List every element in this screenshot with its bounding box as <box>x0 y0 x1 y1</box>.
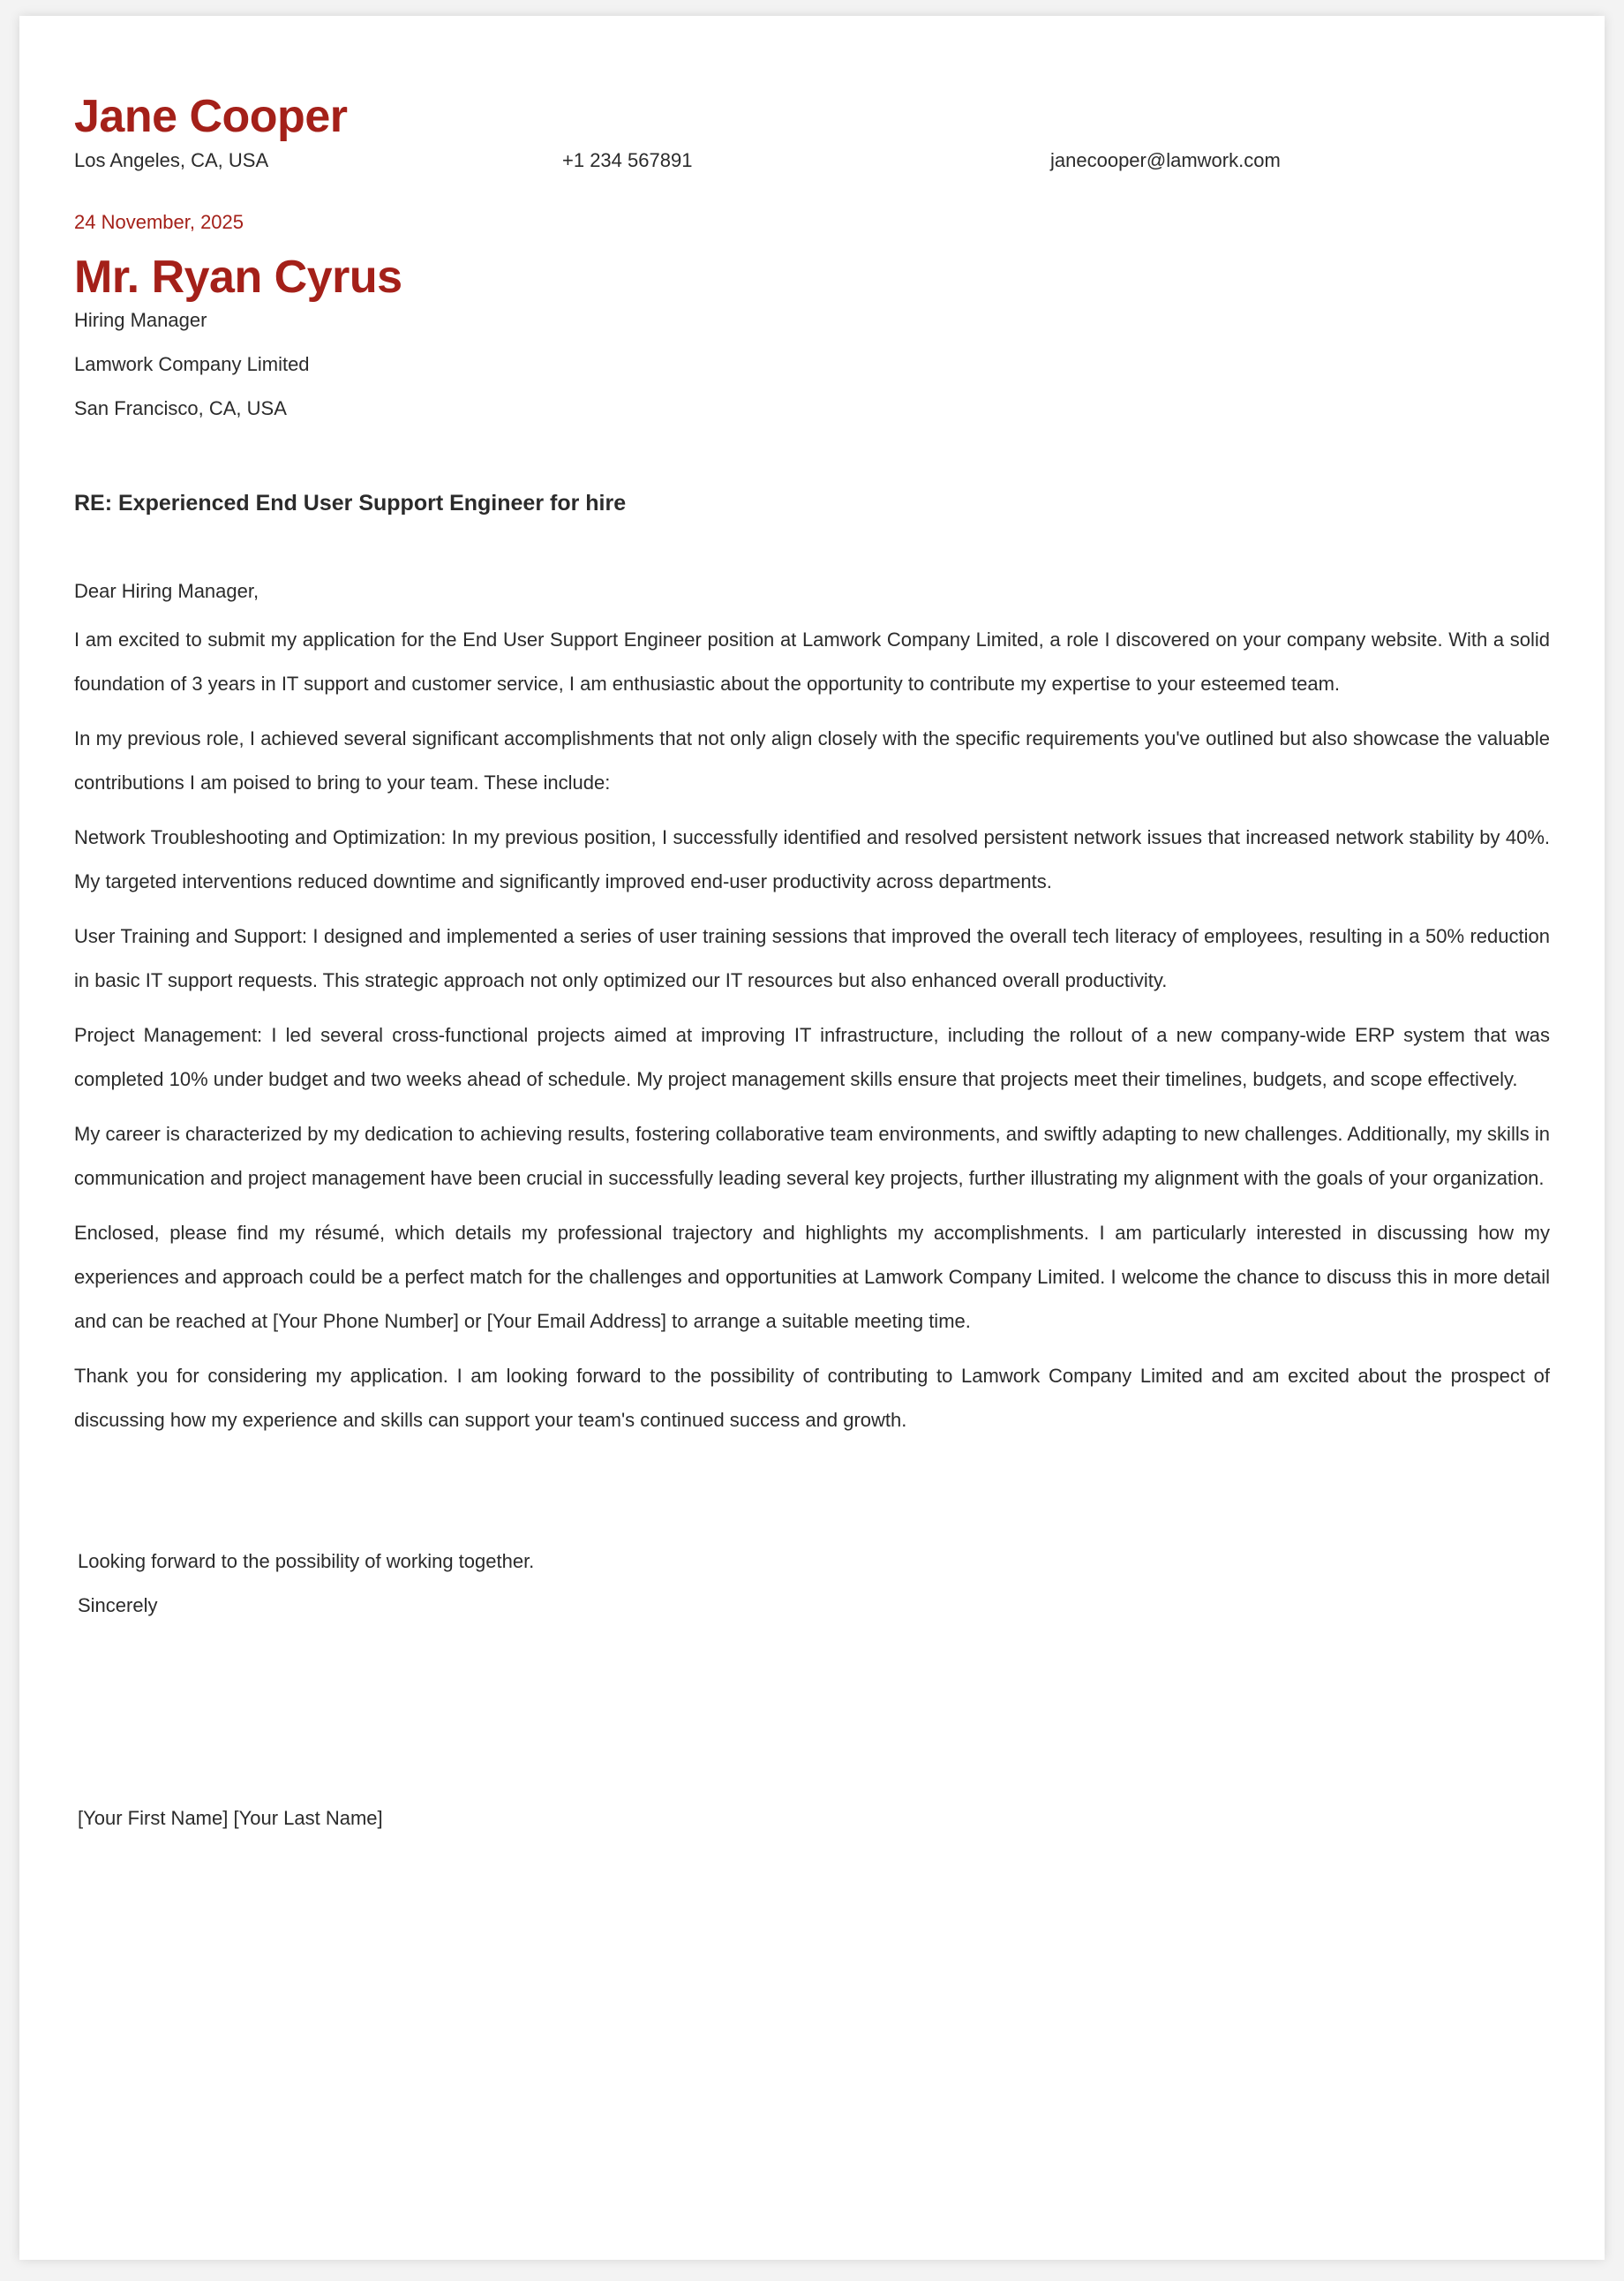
sender-location: Los Angeles, CA, USA <box>74 149 269 171</box>
recipient-location: San Francisco, CA, USA <box>74 397 287 419</box>
body-paragraph: User Training and Support: I designed and implemented a series of user training sessions that improved the overall tech literacy of employees, resulting in a 50% reduction in basic IT support requests. This strategic approach not only optimized our IT resources but also enhanced overall productivity. <box>74 925 1550 991</box>
signature-name: [Your First Name] [Your Last Name] <box>78 1807 383 1829</box>
sender-name: Jane Cooper <box>74 91 348 142</box>
sender-email: janecooper@lamwork.com <box>1050 149 1281 171</box>
closing-line: Looking forward to the possibility of working together. <box>78 1550 535 1572</box>
body-paragraph: Thank you for considering my application. I am looking forward to the possibility of contributing to Lamwork Company Limited and am excited about the prospect of discussing how my experience and skills can support your team's continued success and growth. <box>74 1365 1550 1431</box>
body-paragraph: Enclosed, please find my résumé, which details my professional trajectory and highlights my accomplishments. I am particularly interested in discussing how my experiences and approach could be a perfect match for the challenges and opportunities at Lamwork Company Limited. I welcome the chance to discuss this in more detail and can be reached at [Your Phone Number] or [Your Email Address] to arrange a suitable meeting time. <box>74 1222 1550 1332</box>
recipient-title: Hiring Manager <box>74 309 207 331</box>
letter-page <box>19 16 1605 2260</box>
body-paragraph: My career is characterized by my dedication to achieving results, fostering collaborative team environments, and swiftly adapting to new challenges. Additionally, my skills in communication and project management have been crucial in successfully leading several key projects, further illustrating my alignment with the goals of your organization. <box>74 1123 1550 1189</box>
recipient-company: Lamwork Company Limited <box>74 353 310 375</box>
letter-greeting: Dear Hiring Manager, <box>74 580 259 602</box>
sender-phone: +1 234 567891 <box>562 149 693 171</box>
body-paragraph: I am excited to submit my application for the End User Support Engineer position at Lamwork Company Limited, a role I discovered on your company website. With a solid foundation of 3 years in IT support and customer service, I am enthusiastic about the opportunity to contribute my expertise to your esteemed team. <box>74 629 1550 695</box>
body-paragraph: Project Management: I led several cross-functional projects aimed at improving IT infrastructure, including the rollout of a new company-wide ERP system that was completed 10% under budget and two weeks ahead of schedule. My project management skills ensure that projects meet their timelines, budgets, and scope effectively. <box>74 1024 1550 1090</box>
letter-closing <box>74 1539 1550 1628</box>
body-paragraph: Network Troubleshooting and Optimization: In my previous position, I successfully identified and resolved persistent network issues that increased network stability by 40%. My targeted interventions reduced downtime and significantly improved end-user productivity across departments. <box>74 826 1550 892</box>
body-paragraph: In my previous role, I achieved several significant accomplishments that not only align closely with the specific requirements you've outlined but also showcase the valuable contributions I am poised to bring to your team. These include: <box>74 727 1550 794</box>
recipient-name: Mr. Ryan Cyrus <box>74 252 402 303</box>
letter-subject: RE: Experienced End User Support Engineer for hire <box>74 491 627 516</box>
closing-salutation: Sincerely <box>78 1594 158 1616</box>
letter-date: 24 November, 2025 <box>74 211 244 233</box>
sender-contact-row <box>74 145 1550 177</box>
